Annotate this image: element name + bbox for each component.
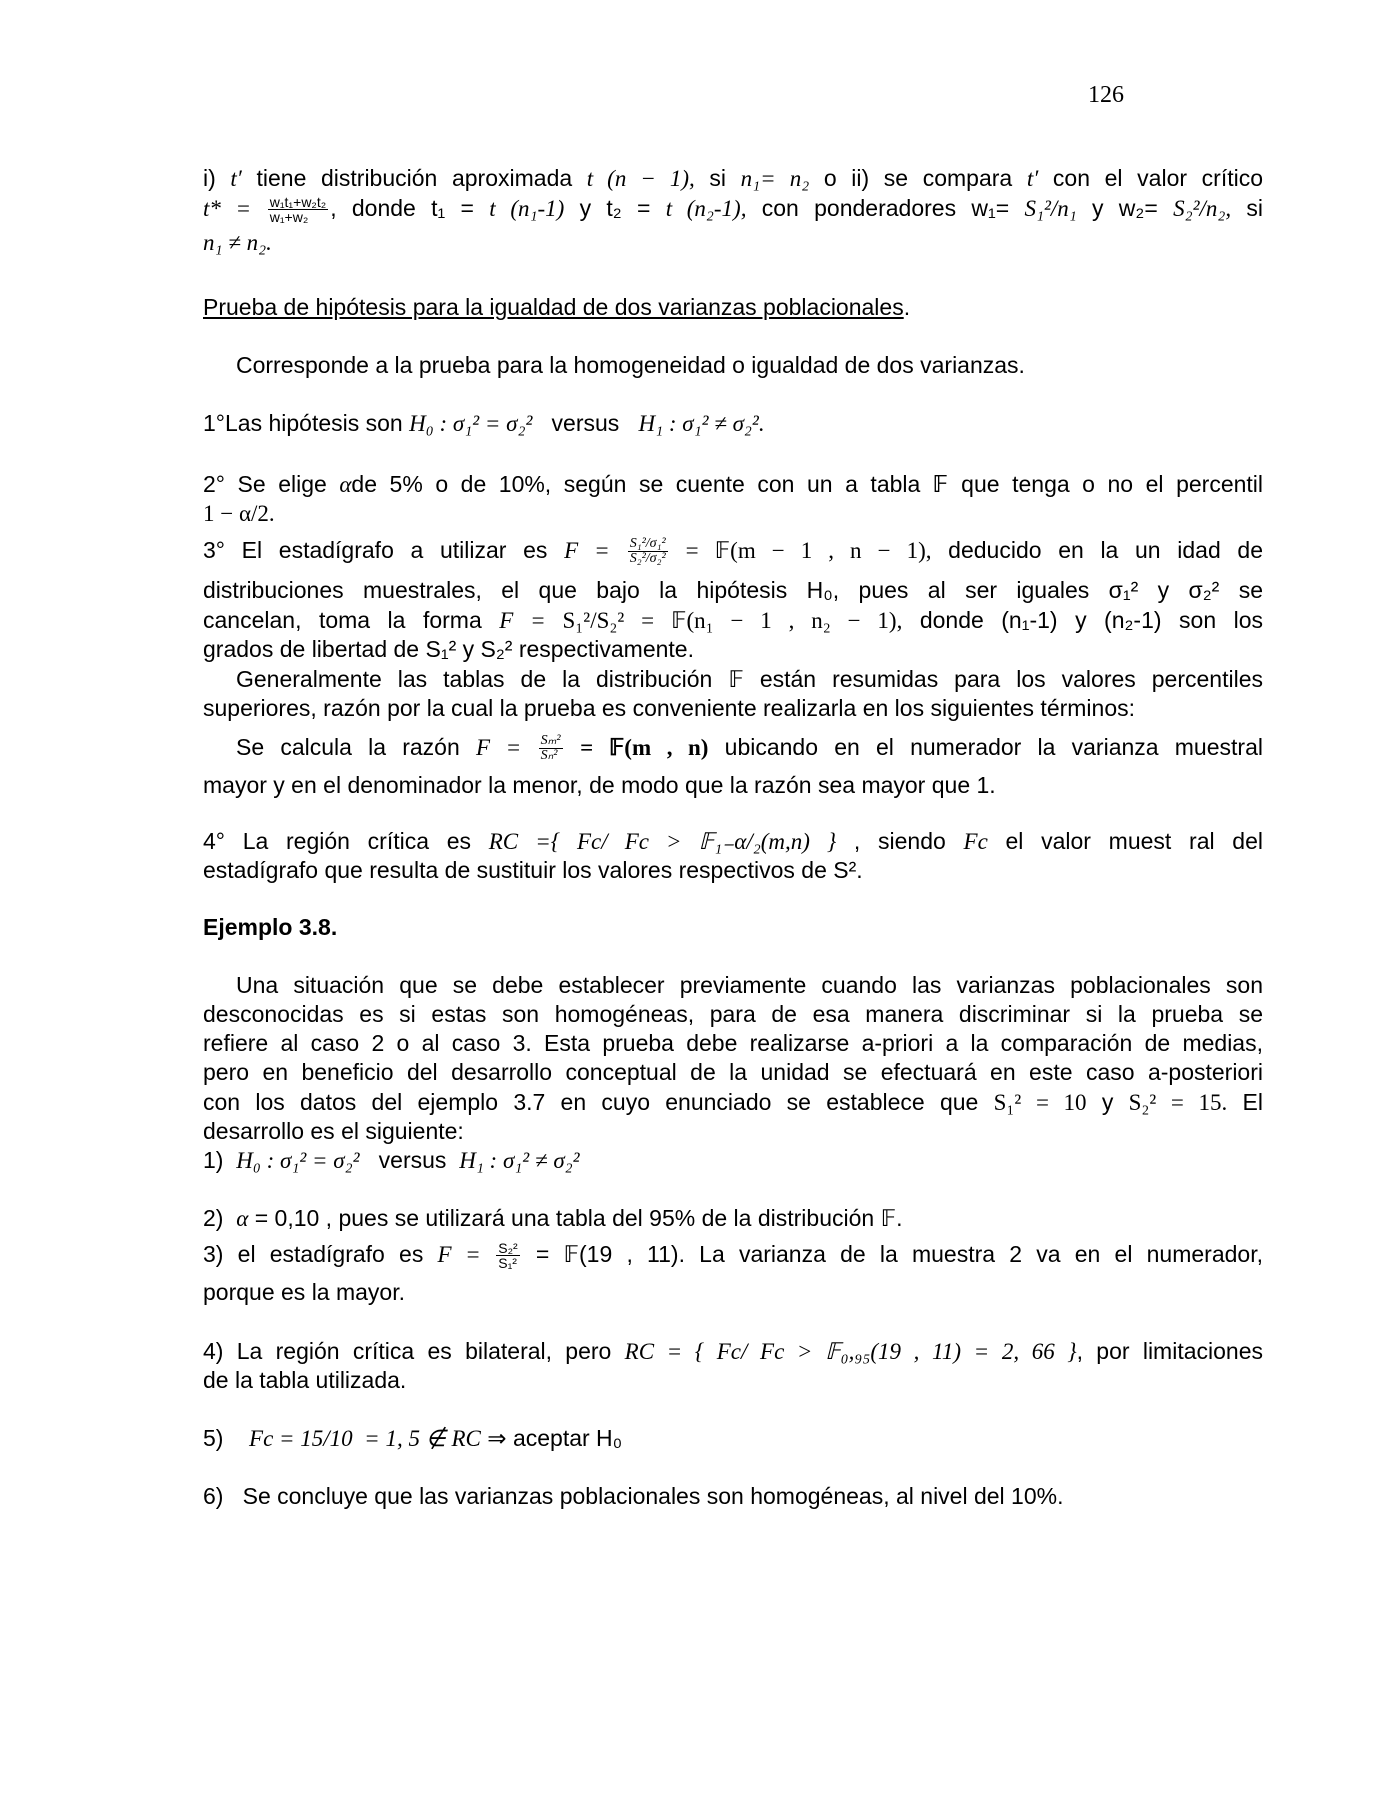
text: 3° El estadígrafo a utilizar es <box>203 537 565 563</box>
intro-line-3: n₁ ≠ n₂. <box>203 230 272 255</box>
fraction-weighted-t <box>268 195 329 224</box>
text: 3) el estadígrafo es <box>203 1241 438 1267</box>
text: 4) La región crítica es bilateral, pero <box>203 1338 625 1364</box>
fraction-f-statistic <box>628 537 668 566</box>
step-3-line-2: distribuciones muestrales, el que bajo la hipótesis H₀, pues al ser iguales σ₁² y σ₂² se <box>203 577 1263 603</box>
text: deducido en la un idad de <box>931 537 1264 563</box>
step-1-hypotheses <box>203 408 1263 439</box>
text: si <box>1231 195 1264 221</box>
text: 1°Las hipótesis son <box>203 410 410 436</box>
math: S₁²/n₁ <box>1024 196 1077 221</box>
text: ubicando en el numerador la varianza muestral <box>708 734 1263 760</box>
step-3-line-4: grados de libertad de S₁² y S₂² respectivamente. <box>203 636 694 662</box>
text: versus <box>532 410 639 436</box>
numerator: S₂² <box>498 1240 518 1257</box>
intro-line-1 <box>203 163 1263 194</box>
fraction-ratio <box>539 734 563 763</box>
numerator: S₁²/σ₁² <box>629 536 666 552</box>
math: t (n − 1), <box>586 166 695 191</box>
text: El <box>1227 1089 1263 1115</box>
denominator: Sₙ² <box>540 748 558 764</box>
math: H₀ : σ₁² = σ₂² <box>236 1148 360 1173</box>
example-p-line-1: Una situación que se debe establecer previamente cuando las varianzas poblacionales son <box>236 972 1263 998</box>
text: versus <box>359 1147 460 1173</box>
text: cancelan, toma la forma <box>203 607 500 633</box>
text: 2) <box>203 1205 237 1231</box>
step-3-line-1 <box>203 535 1263 566</box>
example-item-1 <box>203 1145 1263 1176</box>
step-2-line-2: 1 − α/2. <box>203 501 275 526</box>
math: F = <box>499 608 563 633</box>
text: o ii) se compara <box>809 165 1027 191</box>
math: RC <box>451 1426 481 1451</box>
numerator: w₁t₁+w₂t₂ <box>269 194 327 211</box>
text: donde (n₁-1) y (n₂-1) son los <box>902 607 1263 633</box>
example-p-line-2: desconocidas es si estas son homogéneas, para de esa manera discriminar si la prueba se <box>203 1001 1263 1027</box>
text: y w₂= <box>1076 195 1174 221</box>
math: F = <box>437 1242 495 1267</box>
math: 𝔽 <box>932 472 949 498</box>
paragraph-2-line-1: Generalmente las tablas de la distribución 𝔽 están resumidas para los valores percentiles <box>236 666 1263 692</box>
text: = 0,10 , pues se utilizará una tabla del 95% de la distribución 𝔽. <box>248 1205 903 1231</box>
text: y t₂ = <box>564 195 666 221</box>
paragraph-3-line-2: mayor y en el denominador la menor, de modo que la razón sea mayor que 1. <box>203 772 996 798</box>
example-item-6: 6) Se concluye que las varianzas poblacionales son homogéneas, al nivel del 10%. <box>203 1483 1064 1509</box>
math: α <box>236 1206 249 1231</box>
text: que tenga o no el percentil <box>948 471 1264 497</box>
math: S₁²/S₂² = 𝔽(n₁ − 1 , n₂ − 1), <box>562 608 903 633</box>
denominator: S₂²/σ₂² <box>629 551 666 567</box>
math: RC ={ Fc/ Fc > 𝔽₁₋α/₂(m,n) } <box>488 829 837 854</box>
numerator: Sₘ² <box>540 733 561 749</box>
math: Fc = 15/10 = 1, 5 ∉ <box>249 1426 452 1451</box>
paragraph-2-line-2: superiores, razón por la cual la prueba es conveniente realizarla en los siguientes términos: <box>203 695 1136 721</box>
example-item-5 <box>203 1423 1263 1454</box>
math: = 𝔽(m − 1 , n − 1), <box>669 538 932 563</box>
text: 2° Se elige <box>203 471 340 497</box>
text: , por limitaciones <box>1076 1338 1263 1364</box>
paragraph-1: Corresponde a la prueba para la homogeneidad o igualdad de dos varianzas. <box>236 352 1025 378</box>
step-3-line-3 <box>203 605 1263 636</box>
text: , donde t₁ = <box>330 195 490 221</box>
text: con ponderadores w₁= <box>746 195 1025 221</box>
text: de 5% o de 10%, según se cuente con un a tabla <box>351 471 933 497</box>
example-item-3-line-2: porque es la mayor. <box>203 1279 406 1305</box>
example-p-line-4: pero en beneficio del desarrollo conceptual de la unidad se efectuará en este caso a-posteriori <box>203 1059 1263 1085</box>
step-4-line-1 <box>203 826 1263 857</box>
section-title-text: Prueba de hipótesis para la igualdad de dos varianzas poblacionales <box>203 294 904 320</box>
text: = 𝔽(19 , 11). <box>521 1241 685 1267</box>
text: y <box>1086 1089 1129 1115</box>
section-title <box>203 292 1263 322</box>
example-item-4-line-1 <box>203 1336 1263 1367</box>
example-p-line-5 <box>203 1087 1263 1118</box>
example-item-4-line-2: de la tabla utilizada. <box>203 1367 407 1393</box>
math: S₁² = 10 <box>993 1090 1087 1115</box>
text: el valor muest ral del <box>987 828 1264 854</box>
text: . <box>903 294 911 320</box>
math: S₂²/n₂, <box>1173 196 1232 221</box>
denominator: S₁² <box>498 1255 517 1272</box>
math: Fc <box>963 829 988 854</box>
math: RC = { Fc/ Fc > 𝔽₀,₉₅(19 , 11) = 2, 66 } <box>624 1339 1077 1364</box>
math: = 𝔽(m , n) <box>564 735 709 760</box>
math: t* = <box>203 196 266 221</box>
text: La varianza de la muestra 2 va en el numerador, <box>684 1241 1263 1267</box>
math: α <box>339 472 352 497</box>
fraction-s2-over-s1 <box>496 1241 519 1270</box>
page-number: 126 <box>1088 82 1124 108</box>
example-item-2 <box>203 1203 1263 1234</box>
math: t′ <box>230 166 242 191</box>
text: 5) <box>203 1425 250 1451</box>
text: Se calcula la razón <box>236 734 476 760</box>
text: con los datos del ejemplo 3.7 en cuyo enunciado se establece que <box>203 1089 994 1115</box>
step-4-line-2: estadígrafo que resulta de sustituir los valores respectivos de S². <box>203 857 863 883</box>
text: si <box>694 165 741 191</box>
denominator: w₁+w₂ <box>269 209 309 226</box>
math: H₁ : σ₁² ≠ σ₂² <box>459 1148 580 1173</box>
math: t (n₁-1) <box>489 196 565 221</box>
math: t′ <box>1026 166 1039 191</box>
text: i) <box>203 165 231 191</box>
paragraph-3-line-1 <box>203 732 1263 763</box>
step-2-line-1 <box>203 469 1263 500</box>
text: , siendo <box>836 828 964 854</box>
math: F = <box>564 538 626 563</box>
text: 1) <box>203 1147 237 1173</box>
text: ⇒ aceptar H₀ <box>480 1425 623 1451</box>
math: H₀ : σ₁² = σ₂² <box>409 411 533 436</box>
text: 4° La región crítica es <box>203 828 489 854</box>
math: t (n₂-1), <box>665 196 747 221</box>
math: F = <box>475 735 537 760</box>
text: con el valor crítico <box>1038 165 1264 191</box>
example-item-3-line-1 <box>203 1239 1263 1270</box>
intro-line-2 <box>203 193 1263 224</box>
math: H₁ : σ₁² ≠ σ₂². <box>638 411 765 436</box>
text: tiene distribución aproximada <box>241 165 587 191</box>
example-p-line-6: desarrollo es el siguiente: <box>203 1118 464 1144</box>
example-p-line-3: refiere al caso 2 o al caso 3. Esta prueba debe realizarse a-priori a la comparación de medias, <box>203 1030 1263 1056</box>
math: S₂² = 15. <box>1128 1090 1228 1115</box>
example-title: Ejemplo 3.8. <box>203 914 338 940</box>
math: n₁= n₂ <box>740 166 810 191</box>
